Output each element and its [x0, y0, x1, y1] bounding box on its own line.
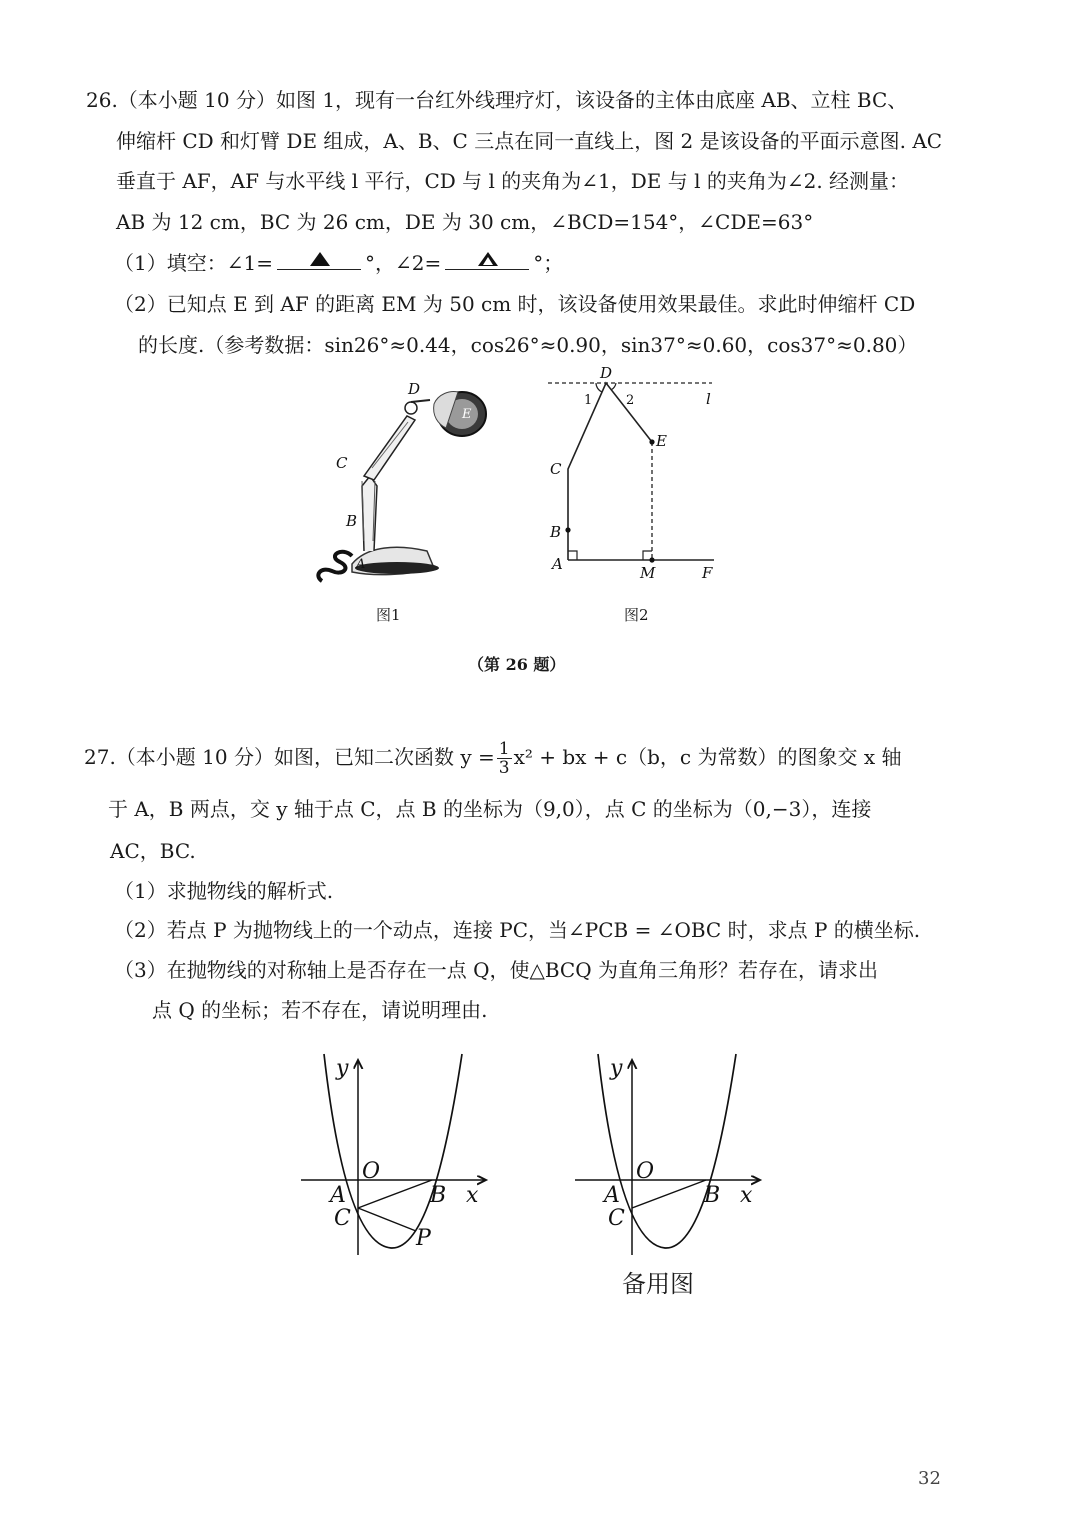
q27-part1: （1）求抛物线的解析式.	[114, 879, 334, 903]
g1-label-a: A	[330, 1183, 346, 1208]
g1-label-o: O	[362, 1159, 381, 1184]
segment-cp	[358, 1208, 416, 1231]
segment-cb	[632, 1180, 706, 1208]
lamp-head-arm	[411, 400, 430, 402]
q27-line2: 于 A，B 两点，交 y 轴于点 C，点 B 的坐标为（9,0），点 C 的坐标为（0,−3），连接	[108, 797, 872, 821]
g1-label-y: y	[336, 1056, 349, 1081]
fig2-label-c: C	[550, 460, 562, 478]
fig1-label-b: B	[346, 512, 358, 530]
figure-2-schematic	[540, 362, 730, 591]
g1-label-b: B	[430, 1183, 447, 1208]
g1-label-p: P	[416, 1226, 431, 1251]
q27-line3: AC，BC.	[110, 839, 196, 863]
answer-blank-1[interactable]	[277, 249, 361, 270]
fig1-label-a: A	[356, 557, 366, 572]
graph-1-parabola	[296, 1050, 496, 1264]
fig2-label-2: 2	[626, 393, 635, 408]
point-b	[565, 527, 570, 532]
g1-label-x: x	[466, 1183, 479, 1208]
lamp-joint-d	[405, 402, 417, 414]
q27-part2: （2）若点 P 为抛物线上的一个动点，连接 PC，当∠PCB = ∠OBC 时，求点 P 的横坐标.	[114, 918, 921, 942]
figure-1-caption: 图1	[376, 606, 401, 624]
right-angle-a	[568, 551, 577, 560]
point-m	[649, 557, 654, 562]
q27-line1	[84, 740, 901, 777]
page-number: 32	[918, 1468, 941, 1489]
g1-label-c: C	[334, 1206, 351, 1231]
figure-2-caption: 图2	[624, 606, 649, 624]
fraction-denominator: 3	[498, 758, 510, 778]
g2-label-x: x	[740, 1183, 753, 1208]
segment-cb	[358, 1180, 432, 1208]
q26-line1: 26.（本小题 10 分）如图 1，现有一台红外线理疗灯，该设备的主体由底座 AB、立柱 BC、	[86, 88, 908, 112]
q26-line2: 伸缩杆 CD 和灯臂 DE 组成，A、B、C 三点在同一直线上，图 2 是该设备的平面示意图. AC	[116, 129, 943, 153]
graph-2-caption: 备用图	[622, 1270, 694, 1298]
q26-part1-a: （1）填空：∠1=	[114, 251, 273, 275]
q27-part3-l1: （3）在抛物线的对称轴上是否存在一点 Q，使△BCQ 为直角三角形？若存在，请求出	[114, 958, 878, 982]
q26-part1-c: °；	[533, 251, 564, 275]
lamp-cord	[318, 552, 352, 581]
q26-part1-b: °，∠2=	[364, 251, 442, 275]
graph-2-parabola	[570, 1050, 770, 1264]
angle-1-arc	[596, 383, 602, 392]
q27-part3-l2: 点 Q 的坐标；若不存在，请说明理由.	[152, 998, 488, 1022]
answer-blank-2[interactable]	[445, 249, 529, 270]
g2-label-a: A	[604, 1183, 620, 1208]
fig1-label-c: C	[336, 454, 348, 472]
fig1-label-d: D	[408, 380, 421, 398]
fig2-label-f: F	[702, 564, 713, 582]
fraction-one-third	[497, 740, 512, 777]
lamp-arm	[364, 416, 415, 480]
fig2-label-a: A	[552, 555, 563, 573]
q26-part2-l1: （2）已知点 E 到 AF 的距离 EM 为 50 cm 时，该设备使用效果最佳。求此时伸缩杆 CD	[114, 292, 916, 316]
q26-part1	[114, 249, 563, 277]
fig2-label-d: D	[600, 364, 613, 382]
figure-1-lamp	[312, 376, 502, 600]
g2-label-y: y	[610, 1056, 623, 1081]
fig2-label-b: B	[550, 523, 562, 541]
point-e	[649, 439, 654, 444]
fig2-label-1: 1	[584, 393, 593, 408]
q27-line1-a: 27.（本小题 10 分）如图，已知二次函数 y =	[84, 745, 495, 769]
q26-part2-l2: 的长度.（参考数据：sin26°≈0.44，cos26°≈0.90，sin37°≈0.60，cos37°≈0.80）	[138, 333, 918, 357]
q26-line4: AB 为 12 cm，BC 为 26 cm，DE 为 30 cm，∠BCD=154°，∠CDE=63°	[116, 210, 814, 234]
fig2-label-e: E	[656, 432, 667, 450]
g2-label-o: O	[636, 1159, 655, 1184]
q26-line3: 垂直于 AF，AF 与水平线 l 平行，CD 与 l 的夹角为∠1，DE 与 l 的夹角为∠2. 经测量：	[116, 169, 910, 193]
g2-label-b: B	[704, 1183, 721, 1208]
fraction-numerator: 1	[498, 739, 510, 759]
fig2-label-l: l	[706, 390, 711, 408]
triangle-mark-icon	[309, 251, 331, 267]
question-26-caption: （第 26 题）	[468, 655, 566, 674]
lamp-outline-acde	[568, 383, 652, 560]
angle-2-arc	[611, 383, 616, 390]
lamp-arm-detail	[372, 422, 408, 468]
fig1-label-e: E	[462, 407, 472, 422]
q27-line1-b: x² + bx + c（b，c 为常数）的图象交 x 轴	[513, 745, 902, 769]
g2-label-c: C	[608, 1206, 625, 1231]
fig2-label-m: M	[640, 564, 656, 582]
lamp-base-shadow	[355, 562, 439, 574]
triangle-mark-icon	[477, 251, 499, 267]
